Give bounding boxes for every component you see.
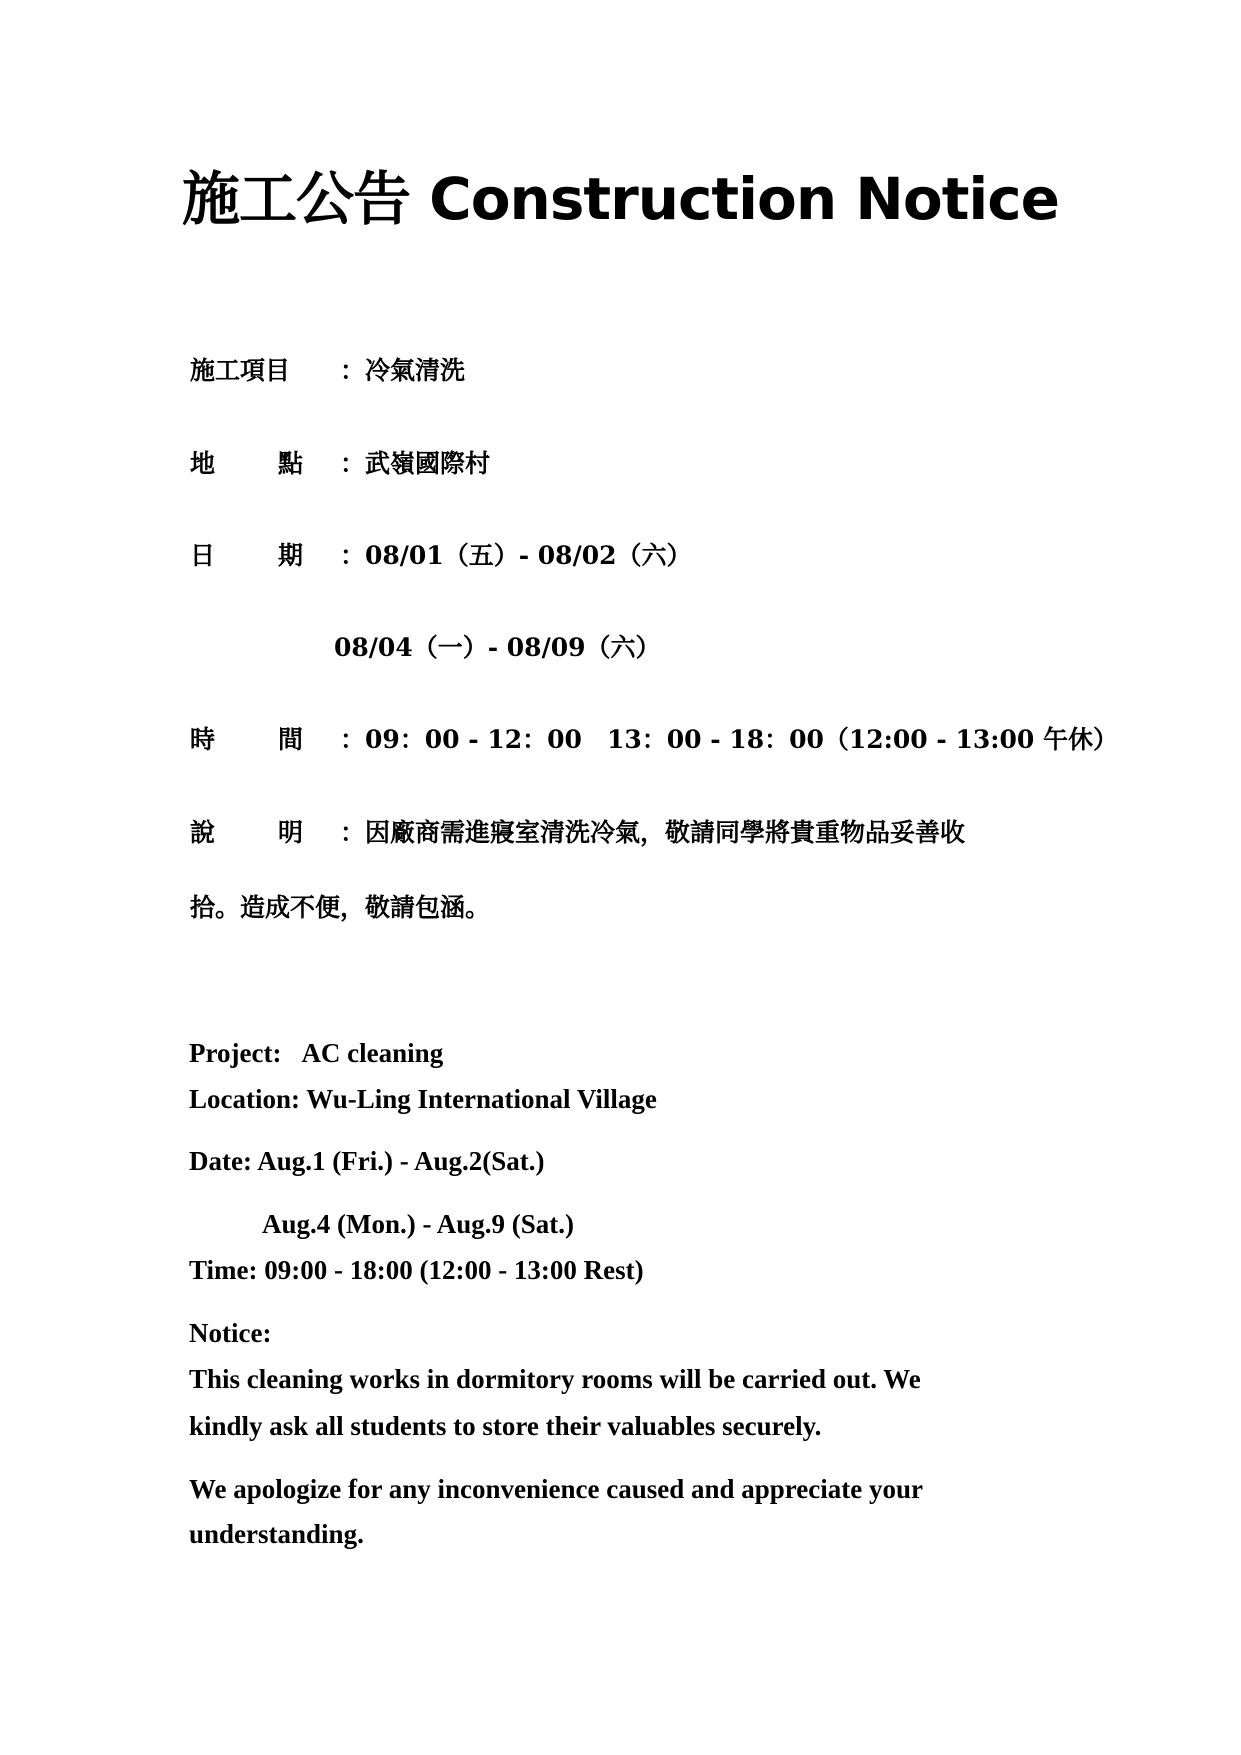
en-notice-line-1: This cleaning works in dormitory rooms will be carried out. We — [189, 1364, 921, 1394]
zh-location-label-a: 地 — [190, 449, 216, 478]
en-apology-line-1: We apologize for any inconvenience caused and appreciate your — [189, 1474, 923, 1504]
zh-desc-label-b: 明 — [278, 818, 304, 847]
en-date-1: Date: Aug.1 (Fri.) - Aug.2(Sat.) — [189, 1146, 545, 1176]
zh-project-label: 施工項目 — [190, 356, 291, 385]
zh-time-label-b: 間 — [278, 725, 304, 754]
zh-desc-line-1: ：因廠商需進寢室清洗冷氣，敬請同學將貴重物品妥善收 — [340, 818, 966, 847]
en-project-row — [189, 1037, 443, 1069]
zh-location-row — [190, 449, 490, 479]
zh-location-value: ：武嶺國際村 — [340, 449, 491, 478]
zh-desc-label-a: 說 — [190, 818, 216, 847]
page-title: 施工公告 Construction Notice — [181, 165, 1060, 233]
zh-time-label-a: 時 — [190, 725, 216, 754]
zh-date-value-1: ：08/01（五）- 08/02（六） — [340, 541, 692, 570]
zh-project-row — [190, 356, 465, 386]
en-project-value: AC cleaning — [301, 1038, 444, 1068]
zh-date-label-b: 期 — [278, 541, 304, 570]
zh-desc-row — [190, 818, 965, 848]
zh-desc-line-2: 拾。造成不便，敬請包涵。 — [190, 893, 491, 922]
zh-desc-row-2 — [190, 893, 490, 923]
zh-location-label-b: 點 — [278, 449, 304, 478]
en-notice-label: Notice: — [189, 1318, 272, 1348]
zh-date-label-a: 日 — [190, 541, 216, 570]
zh-date-row-2 — [334, 633, 661, 663]
zh-time-row — [190, 725, 1118, 755]
zh-project-value: ：冷氣清洗 — [340, 356, 466, 385]
zh-date-value-2: 08/04（一）- 08/09（六） — [334, 633, 661, 662]
zh-time-value: ：09：00 - 12：00 13：00 - 18：00（12:00 - 13:00 午休） — [340, 725, 1118, 754]
zh-date-row — [190, 541, 692, 571]
en-apology-line-2: understanding. — [189, 1519, 364, 1549]
en-notice-line-2: kindly ask all students to store their valuables securely. — [189, 1411, 822, 1441]
en-time: Time: 09:00 - 18:00 (12:00 - 13:00 Rest) — [189, 1255, 644, 1285]
en-project-label: Project: — [189, 1038, 282, 1068]
en-date-2: Aug.4 (Mon.) - Aug.9 (Sat.) — [262, 1209, 575, 1239]
en-location: Location: Wu-Ling International Village — [189, 1084, 657, 1114]
